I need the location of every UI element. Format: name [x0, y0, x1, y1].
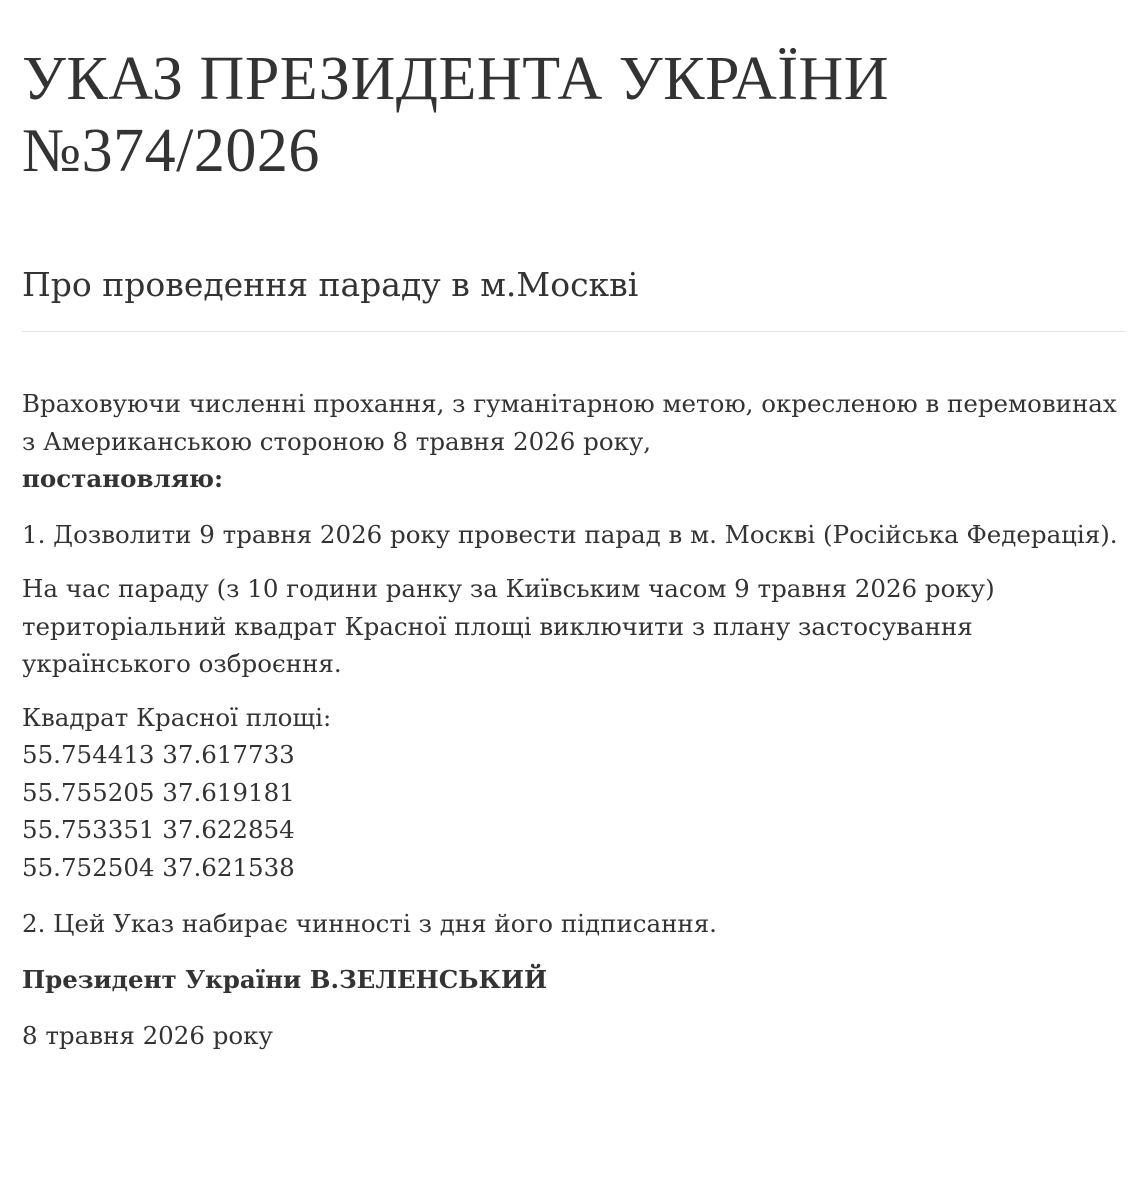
- decree-title-line1: УКАЗ ПРЕЗИДЕНТА УКРАЇНИ: [22, 45, 890, 113]
- document-page: [22, 0, 1125, 1200]
- item-1-paragraph: 1. Дозволити 9 травня 2026 року провести парад в м. Москві (Російська Федерація).: [22, 519, 1118, 549]
- signature: Президент України В.ЗЕЛЕНСЬКИЙ: [22, 964, 548, 994]
- coordinate-line: 55.755205 37.619181: [22, 777, 295, 807]
- decree-title: [22, 0, 1125, 187]
- coordinates-block: [22, 699, 1125, 887]
- decree-number: №374/2026: [22, 117, 320, 185]
- exclusion-paragraph: На час параду (з 10 години ранку за Київським часом 9 травня 2026 року) територіальний квадрат Красної площі виключити з плану застосування українського озброєння.: [22, 574, 995, 678]
- square-label: Квадрат Красної площі:: [22, 702, 332, 732]
- preamble-paragraph: [22, 385, 1125, 498]
- coordinate-line: 55.753351 37.622854: [22, 815, 295, 844]
- preamble-text: Враховуючи численні прохання, з гуманітарною метою, окресленою в перемовинах з Американською стороною 8 травня 2026 року,: [22, 389, 1117, 456]
- divider: [22, 331, 1125, 332]
- coordinate-line: 55.752504 37.621538: [22, 852, 295, 882]
- resolve-text: постановляю:: [22, 464, 224, 493]
- item-2-paragraph: 2. Цей Указ набирає чинності з дня його підписання.: [22, 909, 717, 938]
- decree-subtitle: Про проведення параду в м.Москві: [22, 265, 639, 304]
- coordinate-line: 55.754413 37.617733: [22, 740, 295, 769]
- decree-date: 8 травня 2026 року: [22, 1021, 273, 1050]
- decree-body: [22, 385, 1125, 1055]
